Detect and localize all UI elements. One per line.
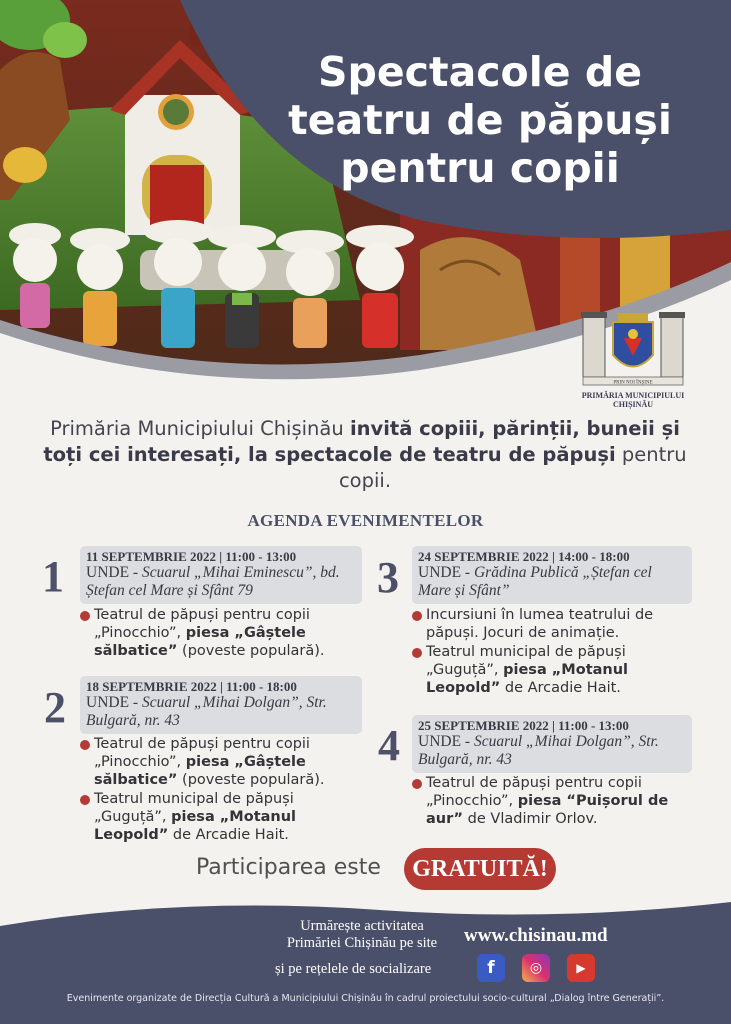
footer-band: [0, 896, 731, 1024]
youtube-icon[interactable]: ▶: [567, 954, 595, 982]
event-4-items: [412, 774, 702, 829]
list-item: Teatrul de păpuși pentru copii „Pinocchio”, piesa „Gâștele sălbatice” (poveste populară).: [80, 606, 370, 660]
follow-line-1: Urmărește activitatea: [300, 918, 424, 934]
event-1-number: 1: [42, 552, 64, 601]
title-line-1: Spectacole de: [317, 48, 643, 96]
crest-label: [568, 391, 698, 409]
event-4-date: 25 SEPTEMBRIE 2022 | 11:00 - 13:00: [418, 718, 629, 733]
event-4-number: 4: [378, 721, 400, 770]
organizer-note: Evenimente organizate de Direcția Cultură a Municipiului Chișinău în cadrul proiectului socio-cultural „Dialog între Generații”.: [66, 993, 665, 1004]
coat-of-arms-icon: [578, 310, 688, 390]
event-3-date: 24 SEPTEMBRIE 2022 | 14:00 - 18:00: [418, 549, 630, 564]
bullet-icon: [412, 648, 422, 658]
list-item: Incursiuni în lumea teatrului de păpuși. Jocuri de animație.: [412, 606, 702, 642]
event-2-date: 18 SEPTEMBRIE 2022 | 11:00 - 18:00: [86, 679, 297, 694]
agenda-heading: AGENDA EVENIMENTELOR: [247, 511, 484, 530]
bullet-icon: [80, 611, 90, 621]
crest-label-line-1: PRIMĂRIA MUNICIPIULUI: [581, 391, 685, 400]
event-1-items: [80, 606, 370, 661]
event-3-items: [412, 606, 702, 698]
event-3-details: [412, 546, 692, 604]
event-3-location: UNDE - Grădina Publică „Ștefan cel Mare și Sfânt”: [418, 564, 652, 599]
event-2-details: [80, 676, 362, 734]
intro-part-1: Primăria Municipiului Chișinău: [50, 417, 350, 440]
page-title: [250, 48, 710, 192]
event-3-number: 3: [377, 553, 399, 602]
event-2-location: UNDE - Scuarul „Mihai Dolgan”, Str. Bulgară, nr. 43: [86, 694, 327, 729]
intro-paragraph: [40, 416, 690, 494]
event-4-location: UNDE - Scuarul „Mihai Dolgan”, Str. Bulgară, nr. 43: [418, 733, 659, 768]
title-line-3: pentru copii: [340, 144, 620, 192]
follow-text: [262, 918, 462, 952]
event-2-items: [80, 735, 370, 845]
bullet-icon: [412, 779, 422, 789]
event-2-number: 2: [44, 683, 66, 732]
website-link[interactable]: www.chisinau.md: [464, 925, 608, 946]
crest-label-line-2: CHIȘINĂU: [612, 400, 653, 409]
bullet-icon: [80, 795, 90, 805]
bullet-icon: [80, 740, 90, 750]
follow-line-2: Primăriei Chișinău pe site: [286, 935, 438, 951]
title-line-2: teatru de păpuși: [288, 96, 672, 144]
intro-part-2: pentru copii.: [338, 443, 687, 492]
list-item: Teatrul de păpuși pentru copii „Pinocchio”, piesa „Gâștele sălbatice” (poveste populară).: [80, 735, 370, 789]
list-item: Teatrul de păpuși pentru copii „Pinocchio”, piesa “Puișorul de aur” de Vladimir Orlov.: [412, 774, 702, 828]
instagram-icon[interactable]: ◎: [522, 954, 550, 982]
event-4-details: [412, 715, 692, 773]
social-text: și pe rețelele de socializare: [275, 961, 432, 977]
facebook-icon[interactable]: f: [477, 954, 505, 982]
intro-bold: invită copiii, părinții, buneii și toți cei interesați, la spectacole de teatru de păpuși: [43, 417, 680, 466]
event-1-location: UNDE - Scuarul „Mihai Eminescu”, bd. Ștefan cel Mare și Sfânt 79: [86, 564, 340, 599]
bullet-icon: [412, 611, 422, 621]
list-item: Teatrul municipal de păpuși „Guguță”, piesa „Motanul Leopold” de Arcadie Hait.: [80, 790, 370, 844]
crest-motto: PRIN NOI ÎNȘINE: [613, 380, 653, 386]
free-badge: GRATUITĂ!: [404, 848, 556, 890]
event-1-details: [80, 546, 362, 604]
participation-text: Participarea este: [196, 855, 381, 880]
event-1-date: 11 SEPTEMBRIE 2022 | 11:00 - 13:00: [86, 549, 297, 564]
list-item: Teatrul municipal de păpuși „Guguță”, piesa „Motanul Leopold” de Arcadie Hait.: [412, 643, 702, 697]
